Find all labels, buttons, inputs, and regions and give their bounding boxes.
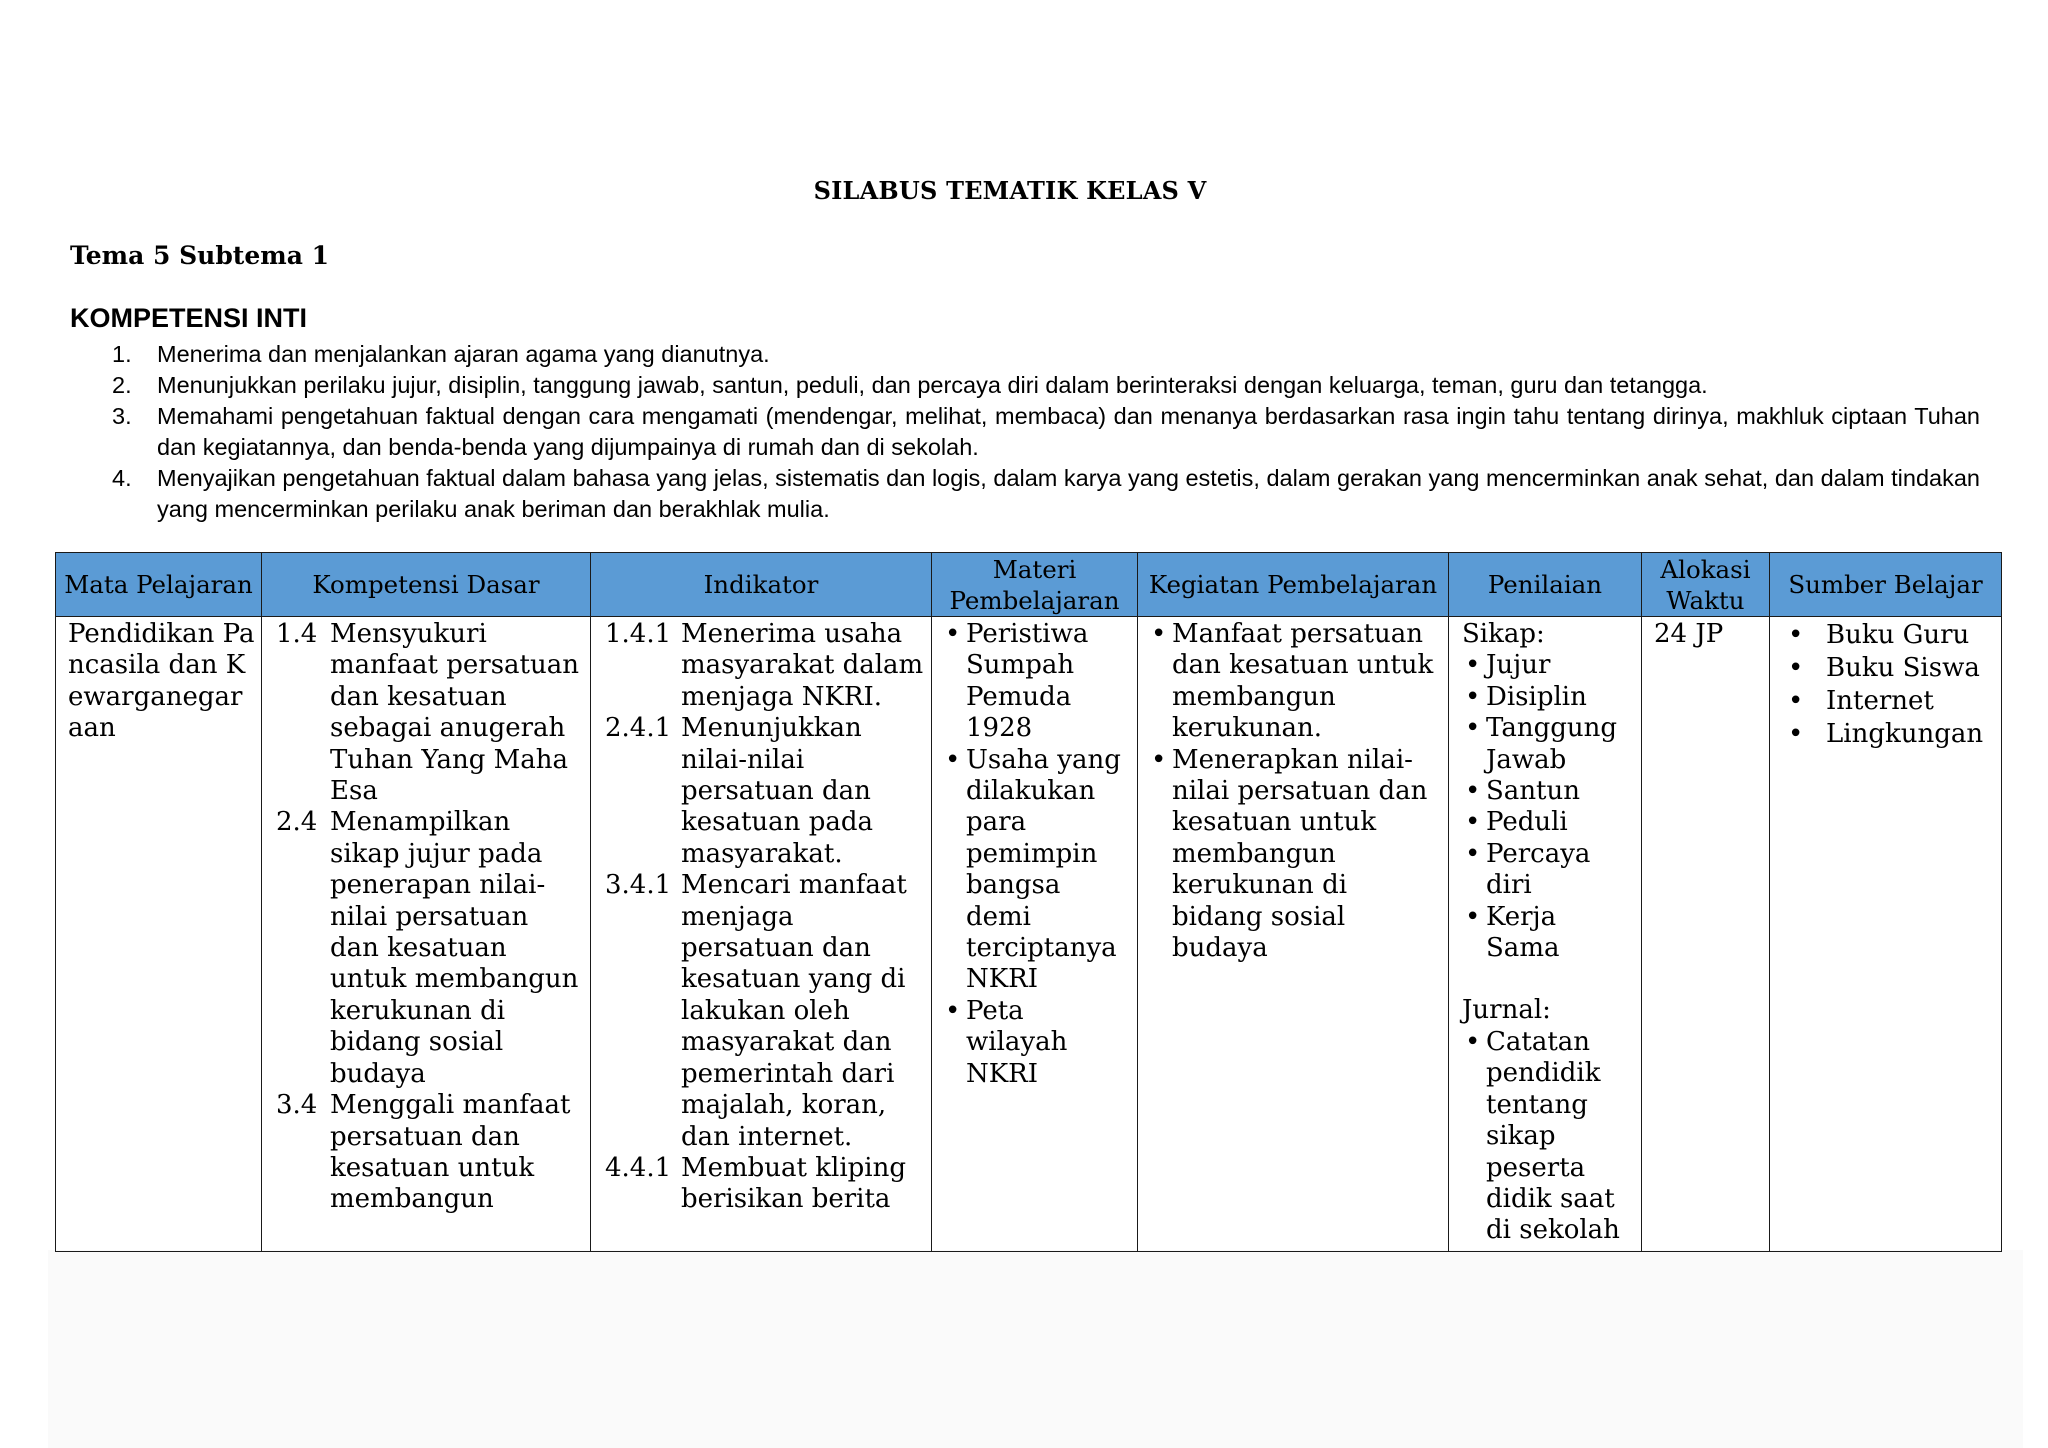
- page-footer-area: [48, 1250, 2023, 1448]
- sikap-item: • Disiplin: [1462, 682, 1635, 713]
- sikap-item: • Santun: [1462, 776, 1635, 807]
- kd-item: 3.4 Menggali manfaat persatuan dan kesatuan untuk membangun: [276, 1090, 571, 1215]
- sikap-item: • Kerja Sama: [1462, 902, 1635, 965]
- sikap-item: • Tanggung Jawab: [1462, 713, 1635, 776]
- sumber-item: • Buku Siswa: [1776, 652, 1995, 685]
- indikator-item: 2.4.1 Menunjukkan nilai-nilai persatuan dan kesatuan pada masyarakat.: [605, 713, 873, 869]
- materi-item: • Peristiwa Sumpah Pemuda 1928: [942, 619, 1131, 745]
- kompetensi-inti-list: [70, 339, 1980, 525]
- header-sumber: Sumber Belajar: [1770, 553, 2002, 617]
- sumber-list: [1776, 619, 1995, 751]
- cell-kegiatan: [1138, 617, 1449, 1252]
- cell-materi: [932, 617, 1138, 1252]
- header-alokasi: Alokasi Waktu: [1642, 553, 1770, 617]
- indikator-item: 1.4.1 Menerima usaha masyarakat dalam menjaga NKRI.: [605, 619, 924, 712]
- cell-alokasi: [1642, 617, 1770, 1252]
- mata-pelajaran-text: Pendidikan Pancasila dan Kewarganegaraan: [68, 619, 255, 744]
- sumber-item: • Buku Guru: [1776, 619, 1995, 652]
- kompetensi-inti-item: 4. Menyajikan pengetahuan faktual dalam bahasa yang jelas, sistematis dan logis, dalam karya yang estetis, dalam gerakan yang mencerminkan anak sehat, dan dalam tindakan yang mencerminkan perilaku anak beriman dan berakhlak mulia.: [112, 465, 1980, 522]
- cell-mata-pelajaran: [56, 617, 262, 1252]
- page-subtitle: Tema 5 Subtema 1: [70, 241, 330, 270]
- cell-indikator: [591, 617, 932, 1252]
- silabus-table: [55, 552, 2002, 1252]
- indikator-item: 3.4.1 Mencari manfaat menjaga persatuan dan kesatuan yang di lakukan oleh masyarakat dan pemerintah dari majalah, koran, dan internet.: [605, 870, 907, 1152]
- penilaian-sikap-label: Sikap:: [1462, 619, 1545, 649]
- table-header-row: [56, 553, 2002, 617]
- materi-item: • Usaha yang dilakukan para pemimpin bangsa demi terciptanya NKRI: [942, 745, 1131, 996]
- header-kegiatan: Kegiatan Pembelajaran: [1138, 553, 1449, 617]
- kd-item: 2.4 Menampilkan sikap jujur pada penerapan nilai-nilai persatuan dan kesatuan untuk membangun kerukunan di bidang sosial budaya: [276, 807, 579, 1089]
- sikap-item: • Percaya diri: [1462, 839, 1635, 902]
- header-indikator: Indikator: [591, 553, 932, 617]
- header-penilaian: Penilaian: [1449, 553, 1642, 617]
- spacer: [1462, 964, 1635, 995]
- kompetensi-inti-item: 2. Menunjukkan perilaku jujur, disiplin, tanggung jawab, santun, peduli, dan percaya diri dalam berinteraksi dengan keluarga, teman, guru dan tetangga.: [112, 372, 1708, 398]
- kompetensi-inti-item: 1. Menerima dan menjalankan ajaran agama yang dianutnya.: [112, 341, 770, 367]
- materi-item: • Peta wilayah NKRI: [942, 996, 1131, 1090]
- cell-penilaian: [1449, 617, 1642, 1252]
- kegiatan-item: • Manfaat persatuan dan kesatuan untuk membangun kerukunan.: [1148, 619, 1442, 745]
- cell-kompetensi-dasar: [262, 617, 591, 1252]
- header-kompetensi-dasar: Kompetensi Dasar: [262, 553, 591, 617]
- jurnal-item: • Catatan pendidik tentang sikap peserta didik saat di sekolah: [1462, 1027, 1635, 1247]
- header-mata-pelajaran: Mata Pelajaran: [56, 553, 262, 617]
- sumber-item: • Internet: [1776, 685, 1995, 718]
- alokasi-text: 24 JP: [1654, 619, 1724, 649]
- sikap-item: • Jujur: [1462, 650, 1635, 681]
- kd-item: 1.4 Mensyukuri manfaat persatuan dan kesatuan sebagai anugerah Tuhan Yang Maha Esa: [276, 619, 579, 807]
- header-materi: Materi Pembelajaran: [932, 553, 1138, 617]
- cell-sumber: [1770, 617, 2002, 1252]
- kompetensi-inti-item: 3. Memahami pengetahuan faktual dengan cara mengamati (mendengar, melihat, membaca) dan menanya berdasarkan rasa ingin tahu tentang dirinya, makhluk ciptaan Tuhan dan kegiatannya, dan benda-benda yang dijumpainya di rumah dan di sekolah.: [112, 403, 1980, 460]
- table-row: [56, 617, 2002, 1252]
- penilaian-jurnal-label: Jurnal:: [1462, 995, 1551, 1026]
- sikap-item: • Peduli: [1462, 807, 1635, 838]
- kegiatan-item: • Menerapkan nilai-nilai persatuan dan kesatuan untuk membangun kerukunan di bidang sosial budaya: [1148, 745, 1442, 965]
- indikator-item: 4.4.1 Membuat kliping berisikan berita: [605, 1152, 906, 1215]
- page-title: SILABUS TEMATIK KELAS V: [813, 176, 1207, 205]
- kompetensi-inti-heading: KOMPETENSI INTI: [70, 303, 308, 333]
- sumber-item: • Lingkungan: [1776, 718, 1995, 751]
